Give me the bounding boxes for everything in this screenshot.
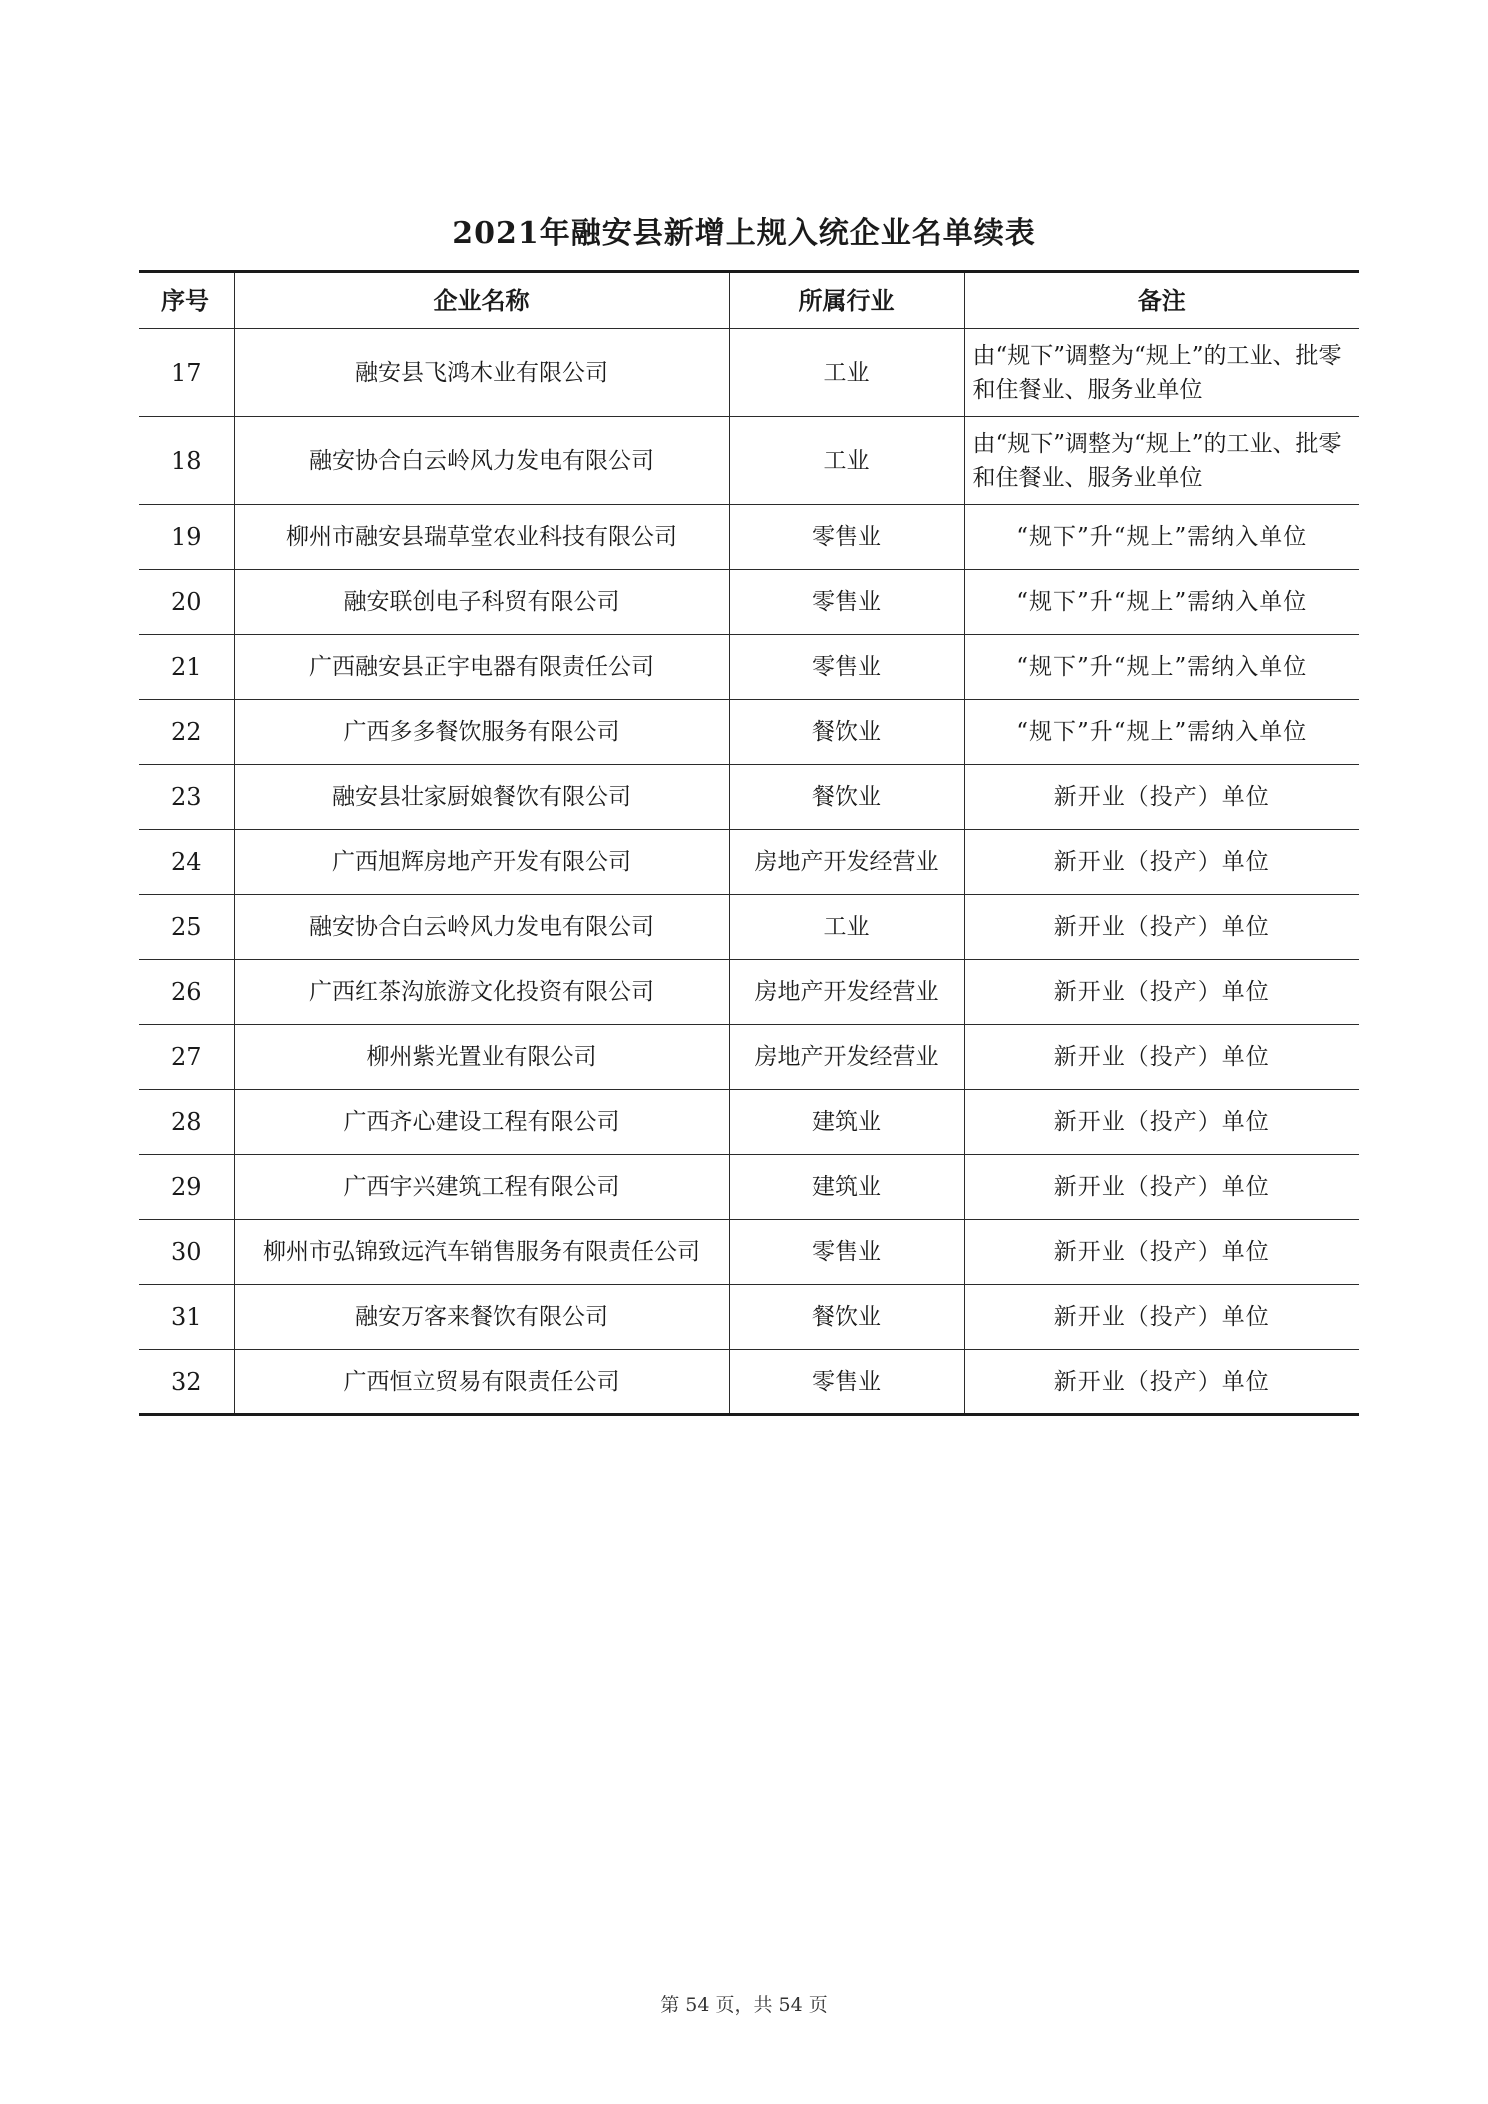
table-row <box>139 960 1359 1025</box>
cell-no: 31 <box>139 1285 234 1350</box>
cell-industry: 房地产开发经营业 <box>729 830 964 895</box>
cell-name: 融安县飞鸿木业有限公司 <box>234 329 729 417</box>
enterprise-table <box>139 270 1359 1416</box>
header-name: 企业名称 <box>234 272 729 329</box>
cell-industry: 工业 <box>729 895 964 960</box>
cell-name: 柳州紫光置业有限公司 <box>234 1025 729 1090</box>
cell-no: 32 <box>139 1350 234 1415</box>
table-row <box>139 895 1359 960</box>
cell-industry: 房地产开发经营业 <box>729 960 964 1025</box>
cell-industry: 零售业 <box>729 635 964 700</box>
cell-name: 柳州市弘锦致远汽车销售服务有限责任公司 <box>234 1220 729 1285</box>
cell-no: 25 <box>139 895 234 960</box>
cell-industry: 零售业 <box>729 1220 964 1285</box>
cell-no: 26 <box>139 960 234 1025</box>
cell-no: 19 <box>139 505 234 570</box>
table-row <box>139 1025 1359 1090</box>
cell-industry: 工业 <box>729 329 964 417</box>
cell-no: 22 <box>139 700 234 765</box>
cell-note: 新开业（投产）单位 <box>964 1220 1359 1285</box>
cell-note: 新开业（投产）单位 <box>964 960 1359 1025</box>
cell-no: 30 <box>139 1220 234 1285</box>
cell-no: 29 <box>139 1155 234 1220</box>
cell-note: “规下”升“规上”需纳入单位 <box>964 570 1359 635</box>
cell-no: 17 <box>139 329 234 417</box>
table-header-row <box>139 272 1359 329</box>
header-note: 备注 <box>964 272 1359 329</box>
cell-industry: 零售业 <box>729 505 964 570</box>
cell-name: 融安联创电子科贸有限公司 <box>234 570 729 635</box>
cell-name: 广西旭辉房地产开发有限公司 <box>234 830 729 895</box>
cell-name: 广西多多餐饮服务有限公司 <box>234 700 729 765</box>
cell-industry: 工业 <box>729 417 964 505</box>
cell-no: 20 <box>139 570 234 635</box>
cell-note: 新开业（投产）单位 <box>964 1090 1359 1155</box>
table-row <box>139 635 1359 700</box>
table-row <box>139 700 1359 765</box>
table-row <box>139 1155 1359 1220</box>
cell-note: “规下”升“规上”需纳入单位 <box>964 505 1359 570</box>
cell-note: 由“规下”调整为“规上”的工业、批零和住餐业、服务业单位 <box>964 329 1359 417</box>
cell-industry: 建筑业 <box>729 1155 964 1220</box>
page-title: 2021年融安县新增上规入统企业名单续表 <box>452 216 1036 251</box>
cell-name: 广西齐心建设工程有限公司 <box>234 1090 729 1155</box>
cell-note: 新开业（投产）单位 <box>964 1285 1359 1350</box>
cell-note: “规下”升“规上”需纳入单位 <box>964 700 1359 765</box>
table-row <box>139 1090 1359 1155</box>
cell-no: 28 <box>139 1090 234 1155</box>
cell-note: 新开业（投产）单位 <box>964 765 1359 830</box>
cell-industry: 建筑业 <box>729 1090 964 1155</box>
table-row <box>139 1350 1359 1415</box>
cell-no: 27 <box>139 1025 234 1090</box>
table-row <box>139 1285 1359 1350</box>
cell-note: “规下”升“规上”需纳入单位 <box>964 635 1359 700</box>
cell-industry: 餐饮业 <box>729 1285 964 1350</box>
cell-no: 21 <box>139 635 234 700</box>
table-row <box>139 765 1359 830</box>
cell-no: 18 <box>139 417 234 505</box>
cell-note: 新开业（投产）单位 <box>964 1350 1359 1415</box>
table-row <box>139 417 1359 505</box>
header-industry: 所属行业 <box>729 272 964 329</box>
cell-note: 新开业（投产）单位 <box>964 1155 1359 1220</box>
cell-industry: 零售业 <box>729 1350 964 1415</box>
cell-name: 融安万客来餐饮有限公司 <box>234 1285 729 1350</box>
cell-name: 融安协合白云岭风力发电有限公司 <box>234 895 729 960</box>
cell-industry: 餐饮业 <box>729 765 964 830</box>
table-row <box>139 570 1359 635</box>
cell-note: 新开业（投产）单位 <box>964 1025 1359 1090</box>
table-row <box>139 1220 1359 1285</box>
cell-note: 由“规下”调整为“规上”的工业、批零和住餐业、服务业单位 <box>964 417 1359 505</box>
cell-industry: 房地产开发经营业 <box>729 1025 964 1090</box>
cell-industry: 餐饮业 <box>729 700 964 765</box>
cell-name: 广西恒立贸易有限责任公司 <box>234 1350 729 1415</box>
page-footer: 第 54 页，共 54 页 <box>660 1994 828 2016</box>
cell-name: 广西宇兴建筑工程有限公司 <box>234 1155 729 1220</box>
cell-name: 融安协合白云岭风力发电有限公司 <box>234 417 729 505</box>
cell-name: 广西融安县正宇电器有限责任公司 <box>234 635 729 700</box>
cell-name: 广西红茶沟旅游文化投资有限公司 <box>234 960 729 1025</box>
table-row <box>139 505 1359 570</box>
cell-name: 柳州市融安县瑞草堂农业科技有限公司 <box>234 505 729 570</box>
cell-industry: 零售业 <box>729 570 964 635</box>
cell-no: 23 <box>139 765 234 830</box>
cell-note: 新开业（投产）单位 <box>964 830 1359 895</box>
cell-name: 融安县壮家厨娘餐饮有限公司 <box>234 765 729 830</box>
cell-no: 24 <box>139 830 234 895</box>
table-row <box>139 830 1359 895</box>
cell-note: 新开业（投产）单位 <box>964 895 1359 960</box>
table-row <box>139 329 1359 417</box>
header-no: 序号 <box>139 272 234 329</box>
